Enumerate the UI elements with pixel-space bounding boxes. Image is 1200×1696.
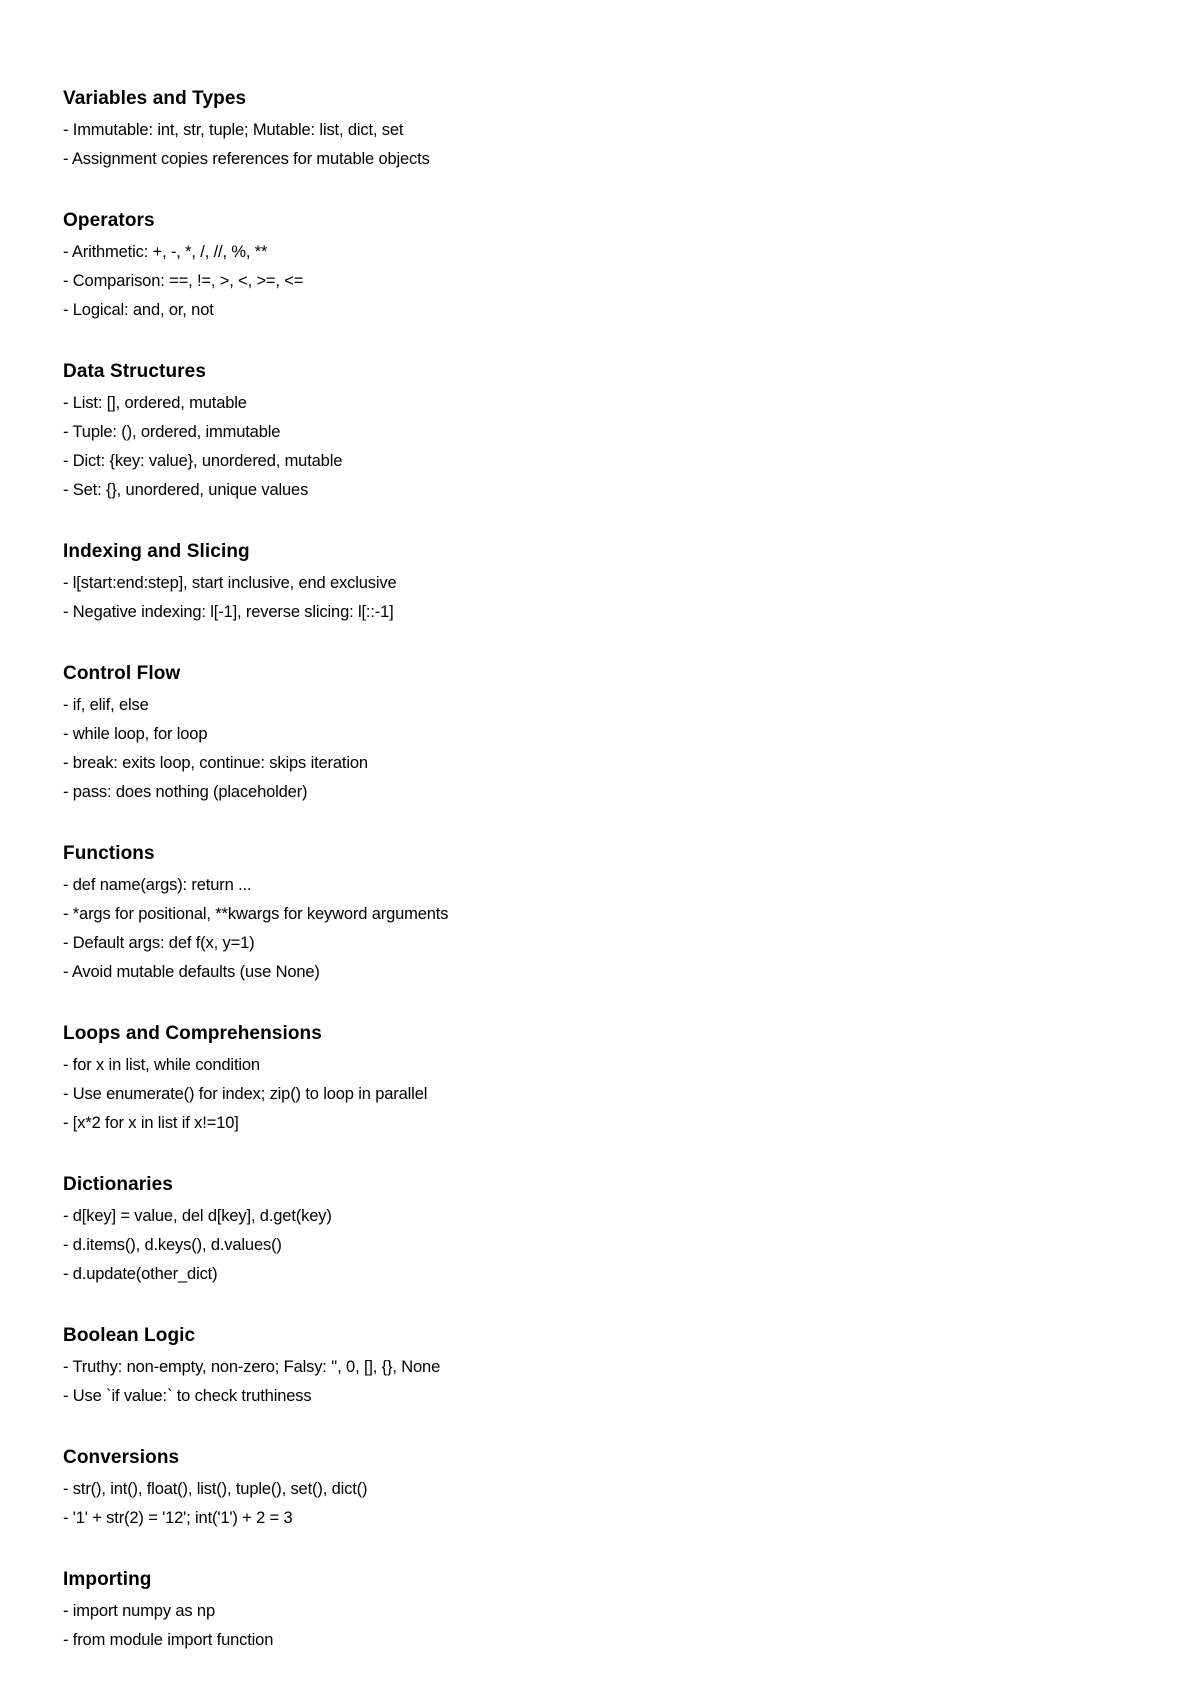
list-item: - List: [], ordered, mutable — [63, 394, 247, 412]
section — [63, 87, 1200, 174]
section-title: Operators — [63, 210, 155, 231]
section — [63, 1446, 1200, 1533]
list-item: - d.update(other_dict) — [63, 1265, 218, 1283]
list-item: - d[key] = value, del d[key], d.get(key) — [63, 1207, 332, 1225]
list-item: - Negative indexing: l[-1], reverse slicing: l[::-1] — [63, 603, 394, 621]
section-items — [63, 116, 1200, 174]
list-item: - '1' + str(2) = '12'; int('1') + 2 = 3 — [63, 1509, 293, 1527]
list-item: - Dict: {key: value}, unordered, mutable — [63, 452, 343, 470]
list-item: - Default args: def f(x, y=1) — [63, 934, 255, 952]
section-title: Data Structures — [63, 361, 206, 382]
section-items — [63, 389, 1200, 505]
section-items — [63, 1597, 1200, 1655]
section-items — [63, 1202, 1200, 1289]
section-title: Boolean Logic — [63, 1325, 196, 1346]
section — [63, 360, 1200, 505]
section-items — [63, 238, 1200, 325]
list-item: - while loop, for loop — [63, 725, 208, 743]
list-item: - Truthy: non-empty, non-zero; Falsy: '', 0, [], {}, None — [63, 1358, 441, 1376]
section-items — [63, 871, 1200, 987]
section — [63, 1568, 1200, 1655]
list-item: - Use `if value:` to check truthiness — [63, 1387, 312, 1405]
section — [63, 209, 1200, 325]
list-item: - Set: {}, unordered, unique values — [63, 481, 309, 499]
section-title: Importing — [63, 1569, 152, 1590]
section — [63, 540, 1200, 627]
document-content — [63, 87, 1200, 1655]
section-title: Functions — [63, 843, 155, 864]
list-item: - Comparison: ==, !=, >, <, >=, <= — [63, 272, 304, 290]
list-item: - pass: does nothing (placeholder) — [63, 783, 308, 801]
section — [63, 842, 1200, 987]
list-item: - import numpy as np — [63, 1602, 215, 1620]
list-item: - Arithmetic: +, -, *, /, //, %, ** — [63, 243, 268, 261]
list-item: - *args for positional, **kwargs for keyword arguments — [63, 905, 449, 923]
section-title: Dictionaries — [63, 1174, 173, 1195]
section-title: Loops and Comprehensions — [63, 1023, 322, 1044]
section — [63, 1324, 1200, 1411]
section-title: Variables and Types — [63, 88, 247, 109]
list-item: - l[start:end:step], start inclusive, end exclusive — [63, 574, 397, 592]
list-item: - Logical: and, or, not — [63, 301, 214, 319]
section-title: Control Flow — [63, 663, 181, 684]
list-item: - if, elif, else — [63, 696, 149, 714]
section — [63, 1022, 1200, 1138]
list-item: - from module import function — [63, 1631, 274, 1649]
section-items — [63, 1353, 1200, 1411]
list-item: - Avoid mutable defaults (use None) — [63, 963, 320, 981]
list-item: - for x in list, while condition — [63, 1056, 260, 1074]
section-items — [63, 691, 1200, 807]
list-item: - Assignment copies references for mutable objects — [63, 150, 430, 168]
section-items — [63, 569, 1200, 627]
section-title: Conversions — [63, 1447, 180, 1468]
list-item: - Tuple: (), ordered, immutable — [63, 423, 281, 441]
list-item: - break: exits loop, continue: skips iteration — [63, 754, 368, 772]
list-item: - str(), int(), float(), list(), tuple(), set(), dict() — [63, 1480, 368, 1498]
section-title: Indexing and Slicing — [63, 541, 250, 562]
list-item: - d.items(), d.keys(), d.values() — [63, 1236, 282, 1254]
list-item: - [x*2 for x in list if x!=10] — [63, 1114, 239, 1132]
section-items — [63, 1051, 1200, 1138]
list-item: - Use enumerate() for index; zip() to loop in parallel — [63, 1085, 428, 1103]
section-items — [63, 1475, 1200, 1533]
section — [63, 1173, 1200, 1289]
section — [63, 662, 1200, 807]
list-item: - def name(args): return ... — [63, 876, 252, 894]
list-item: - Immutable: int, str, tuple; Mutable: list, dict, set — [63, 121, 404, 139]
